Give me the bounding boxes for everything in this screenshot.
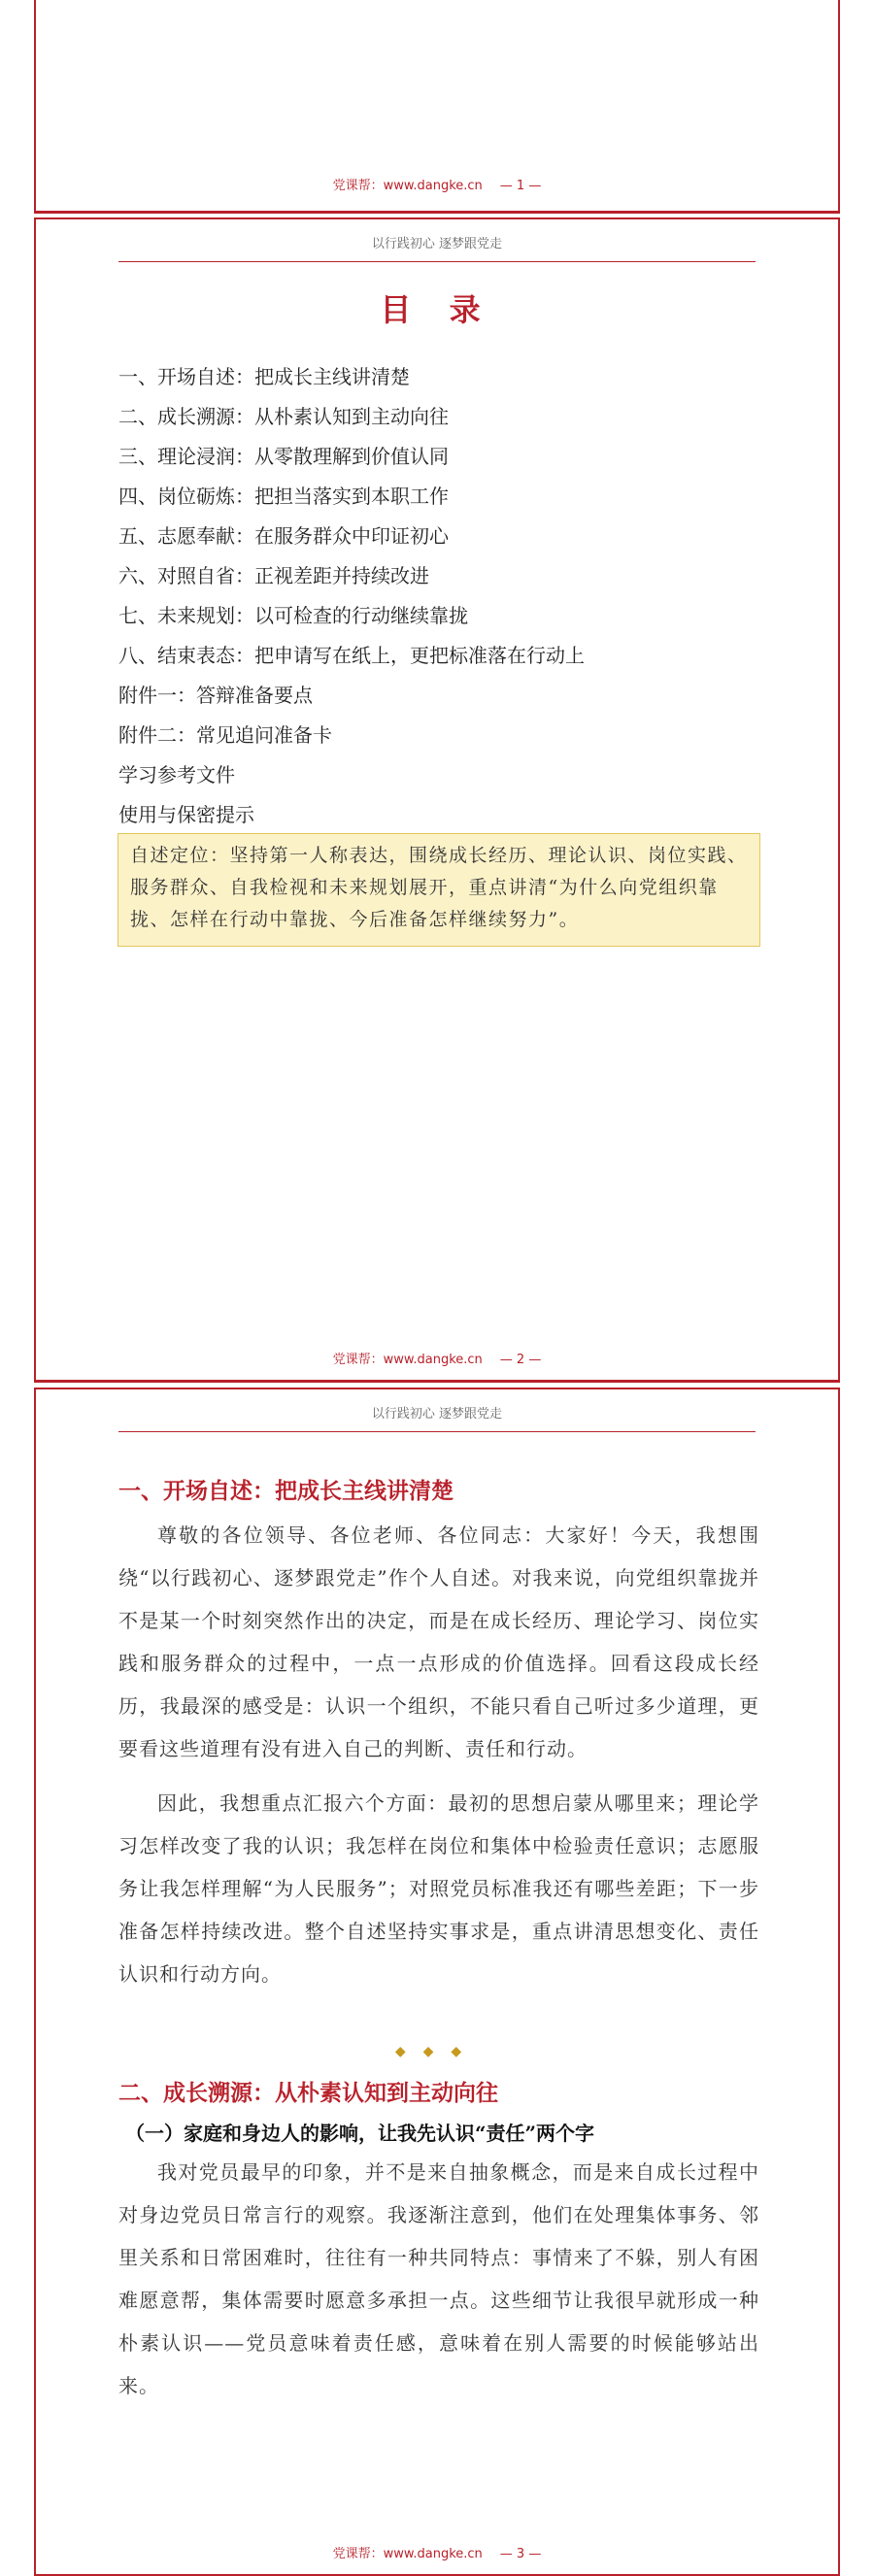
- section-2-subheading: （一）家庭和身边人的影响，让我先认识“责任”两个字: [125, 2122, 595, 2145]
- toc-item[interactable]: 三、理论浸润：从零散理解到价值认同: [118, 445, 449, 468]
- toc-item[interactable]: 学习参考文件: [118, 763, 235, 786]
- footer-site: 党课帮：www.dangke.cn: [332, 179, 483, 193]
- toc-item[interactable]: 一、开场自述：把成长主线讲清楚: [118, 365, 410, 388]
- page-footer: [36, 175, 838, 193]
- section-divider: ◆◆◆: [394, 2044, 480, 2059]
- toc-item[interactable]: 附件一：答辩准备要点: [118, 684, 313, 707]
- positioning-note: 自述定位：坚持第一人称表达，围绕成长经历、理论认识、岗位实践、服务群众、自我检视和未来规划展开，重点讲清“为什么向党组织靠拢、怎样在行动中靠拢、今后准备怎样继续努力”。: [118, 833, 760, 947]
- page-footer: [36, 2543, 838, 2561]
- toc-item[interactable]: 六、对照自省：正视差距并持续改进: [118, 564, 429, 587]
- footer-site: 党课帮：www.dangke.cn: [332, 1353, 483, 1367]
- section-2-paragraph-1: 我对党员最早的印象，并不是来自抽象概念，而是来自成长过程中对身边党员日常言行的观察。我逐渐注意到，他们在处理集体事务、邻里关系和日常困难时，往往有一种共同特点：事情来了不躲，别人有困难愿意帮，集体需要时愿意多承担一点。这些细节让我很早就形成一种朴素认识——党员意味着责任感，意味着在别人需要的时候能够站出来。: [118, 2160, 759, 2397]
- running-header: 以行践初心 逐梦跟党走: [118, 1403, 756, 1432]
- toc-item[interactable]: 附件二：常见追问准备卡: [118, 723, 332, 747]
- toc-item[interactable]: 八、结束表态：把申请写在纸上，更把标准落在行动上: [118, 644, 585, 667]
- page-2: [34, 217, 840, 1383]
- footer-site: 党课帮：www.dangke.cn: [332, 2547, 483, 2561]
- table-of-contents: [118, 357, 756, 835]
- running-header: 以行践初心 逐梦跟党走: [118, 233, 756, 262]
- toc-item[interactable]: 五、志愿奉献：在服务群众中印证初心: [118, 524, 449, 548]
- section-1-paragraph-1: 尊敬的各位领导、各位老师、各位同志：大家好！今天，我想围绕“以行践初心、逐梦跟党走”作个人自述。对我来说，向党组织靠拢并不是某一个时刻突然作出的决定，而是在成长经历、理论学习、岗位实践和服务群众的过程中，一点一点形成的价值选择。回看这段成长经历，我最深的感受是：认识一个组织，不能只看自己听过多少道理，更要看这些道理有没有进入自己的判断、责任和行动。: [118, 1523, 759, 1760]
- section-2-heading: 二、成长溯源：从朴素认知到主动向往: [118, 2081, 498, 2106]
- page-number: — 1 —: [499, 179, 542, 193]
- toc-item[interactable]: 四、岗位砺炼：把担当落实到本职工作: [118, 485, 449, 508]
- section-1-paragraph-2: 因此，我想重点汇报六个方面：最初的思想启蒙从哪里来；理论学习怎样改变了我的认识；我怎样在岗位和集体中检验责任意识；志愿服务让我怎样理解“为人民服务”；对照党员标准我还有哪些差距；下一步准备怎样持续改进。整个自述坚持实事求是，重点讲清思想变化、责任认识和行动方向。: [118, 1791, 759, 1986]
- toc-item[interactable]: 使用与保密提示: [118, 803, 254, 826]
- page-1: [34, 0, 840, 214]
- page-number: — 3 —: [499, 2547, 542, 2561]
- page-footer: [36, 1349, 838, 1367]
- section-1-heading: 一、开场自述：把成长主线讲清楚: [118, 1479, 454, 1504]
- toc-title: 目 录: [380, 291, 494, 328]
- toc-item[interactable]: 七、未来规划：以可检查的行动继续靠拢: [118, 604, 468, 627]
- page-number: — 2 —: [499, 1353, 542, 1367]
- toc-item[interactable]: 二、成长溯源：从朴素认知到主动向往: [118, 405, 449, 428]
- page-3: [34, 1388, 840, 2576]
